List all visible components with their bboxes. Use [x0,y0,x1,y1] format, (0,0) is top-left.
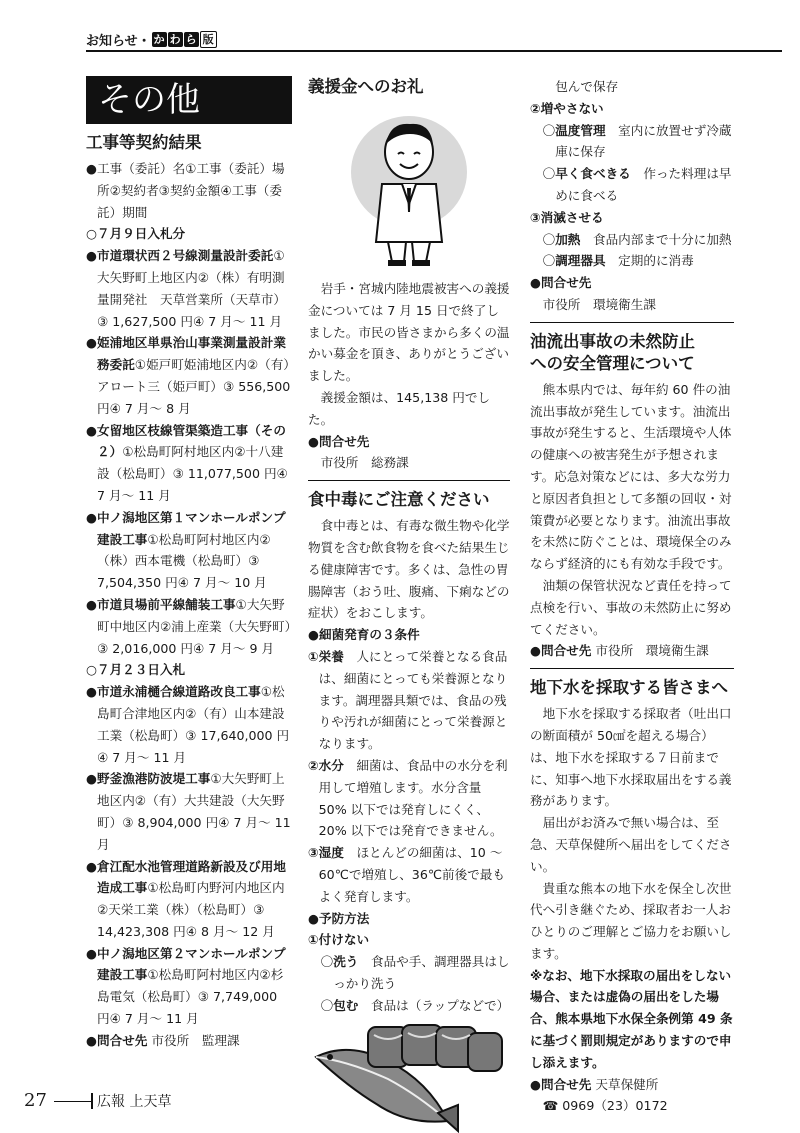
contract-item: ● 市道永浦樋合線道路改良工事①松島町合津地区内②（有）山本建設工業（松島町）③ 17,640,000 円④ 7 月～ 11 月 [86,684,290,765]
contract-item: ● 市道環状西２号線測量設計委託①大矢野町上地区内②（株）有明測量開発社 天草営業所（天草市）③ 1,627,500 円④ 7 月～ 11 月 [86,248,286,329]
prevention-sub-label: ③消滅させる [530,209,604,225]
contract-item: ● 中ノ潟地区第２マンホールポンプ建設工事①松島町阿村地区内②杉島電気（松島町）③ 7,749,000 円④ 7 月～ 11 月 [86,945,286,1027]
contract-item: ● 倉江配水池管理道路新設及び用地造成工事①松島町内野河内地区内②天栄工業（株）（松島町）③ 14,423,308 円④ 8 月～ 12 月 [86,858,286,939]
paragraph: 食中毒とは、有毒な微生物や化学物質を含む飲食物を食べた結果生じる健康障害です。多くは、急性の胃腸障害（おう吐、腹痛、下痢などの症状）をおこします。 [308,518,510,621]
section-divider [530,668,734,669]
footer-rule-tick [91,1093,93,1109]
paragraph: 地下水を採取する採取者（吐出口の断面積が 50㎠を超える場合）は、地下水を採取する７日前までに、知事へ地下水採取届出をする義務があります。 [530,706,732,809]
header-badge: ら [185,32,197,46]
continued-text: 包んで保存 [555,79,619,94]
contract-item: ● 野釜漁港防波堤工事①大矢野町上地区内②（有）大共建設（大矢野町）③ 8,904,000 円④ 7 月～ 11 月 [86,771,291,852]
foodpoisoning-heading: 食中毒にご注意ください [308,490,490,510]
prevention-item: 〇 調理器具 定期的に消毒 [542,253,694,269]
condition-item: ① 栄養 人にとって栄養となる食品は、細菌にとっても栄養源となります。調理器具類では、食品の残りや汚れが細菌にとって栄養源となります。 [308,648,508,752]
groundwater-heading: 地下水を採取する皆さまへ [530,678,728,698]
contact-value: 市役所 環境衛生課 [542,296,656,312]
section-divider [308,480,510,481]
paragraph: 義援金額は、145,138 円でした。 [308,389,491,427]
condition-item: ② 水分 細菌は、食品中の水分を利用して増殖します。水分含量 50% 以下では発育しにくく、20% 以下では発育できません。 [308,757,508,839]
contact-label: ●問合せ先 [308,433,370,449]
paragraph: 岩手・宮城内陸地震被害への義援金については 7 月 15 日で終了しました。市民の皆さまから多くの温かい募金を頂き、ありがとうございました。 [308,281,510,384]
contact-line: ●問合せ先 天草保健所 [530,1076,659,1092]
contact-label: ●問合せ先 [530,275,592,291]
paragraph: 届出がお済みで無い場合は、至急、天草保健所へ届出をしてください。 [530,815,732,874]
condition-item: ③ 湿度 ほとんどの細菌は、10 ～ 60℃で増殖し、36℃前後で最もよく発育します。 [308,845,505,904]
group-label: ○７月２３日入札 [86,662,186,678]
publication-name: 広報 上天草 [97,1094,172,1110]
page-number: 27 [24,1090,47,1111]
section-divider [530,322,734,323]
column-notices [530,76,734,1117]
header-badge: 版 [200,31,217,48]
bowing-man-illustration [344,112,474,270]
prevention-sub-label: ②増やさない [530,100,604,116]
header-text: お知らせ・ [86,33,151,49]
contract-item: ● 女留地区枝線管渠築造工事（その２）①松島町阿村地区内②十八建設（松島町）③ 11,077,500 円④ 7 月～ 11 月 [86,422,288,503]
conditions-label: ●細菌発育の３条件 [308,627,420,643]
contact-value: 市役所 総務課 [320,455,409,471]
contracts-heading: 工事等契約結果 [86,133,202,152]
prevention-sub-label: ①付けない [308,932,370,948]
prevention-item: 〇 加熱 食品内部まで十分に加熱 [542,231,732,247]
prevention-item: 〇 早く食べきる 作った料理は早めに食べる [542,166,732,203]
paragraph: 熊本県内では、毎年約 60 件の油流出事故が発生しています。油流出事故が発生すると、生活環境や人体の健康への被害発生が予想されます。応急対策などには、多大な労力と原因者負担として多額の回収・対策費が必要となります。油流出事故を未然に防ぐことは、環境保全のみならず経済的にも有効な手段です。 [530,381,732,572]
contract-item: ● 市道貝場前平線舗装工事①大矢野町中地区内②浦上産業（大矢野町）③ 2,016,000 円④ 7 月～ 9 月 [86,596,291,656]
section-title: その他 [86,76,292,124]
footer-rule [54,1101,92,1102]
column-donation-foodpoisoning [308,76,510,1133]
page-header [86,30,782,48]
paragraph: 貴重な熊本の地下水を保全し次世代へ引き継ぐため、採取者お一人おひとりのご理解とご協力をお願いします。 [530,880,732,961]
header-badge: わ [169,32,181,46]
contact-line: ●問合せ先 市役所 監理課 [86,1032,240,1048]
legal-note: ※なお、地下水採取の届出をしない場合、または虚偽の届出をした場合、熊本県地下水保全条例第 49 条に基づく罰則規定がありますので申し添えます。 [530,967,733,1070]
prevention-item: 〇 温度管理 室内に放置せず冷蔵庫に保存 [542,122,732,160]
group-label: ○７月９日入札分 [86,226,186,242]
prevention-label: ●予防方法 [308,910,370,926]
contact-line: ●問合せ先 市役所 環境衛生課 [530,643,709,659]
prevention-item: 〇 包む 食品は（ラップなどで） [320,997,510,1013]
list-item: ● 工事（委託）名①工事（委託）場所②契約者③契約金額④工事（委託）期間 [86,161,285,220]
header-badge: か [153,32,165,46]
header-divider [86,50,782,52]
prevention-item: 〇 洗う 食品や手、調理器具はしっかり洗う [320,954,510,991]
paragraph: 油類の保管状況など責任を持って点検を行い、事故の未然防止に努めてください。 [530,577,732,637]
contract-item: ● 中ノ潟地区第１マンホールポンプ建設工事①松島町阿村地区内②（株）西本電機（松島町）③ 7,504,350 円④ 7 月～ 10 月 [86,509,286,591]
contract-item: ● 姫浦地区単県治山事業測量設計業務委託①姫戸町姫浦地区内②（有）アロート三（姫戸町）③ 556,500 円④ 7 月～ 8 月 [86,335,291,416]
column-contracts [86,76,292,1052]
fish-illustration [308,1021,508,1133]
contact-phone: ☎ 0969（23）0172 [542,1098,668,1114]
donation-heading: 義援金へのお礼 [308,77,424,96]
oil-spill-heading: 油流出事故の未然防止 への安全管理について [530,331,695,373]
